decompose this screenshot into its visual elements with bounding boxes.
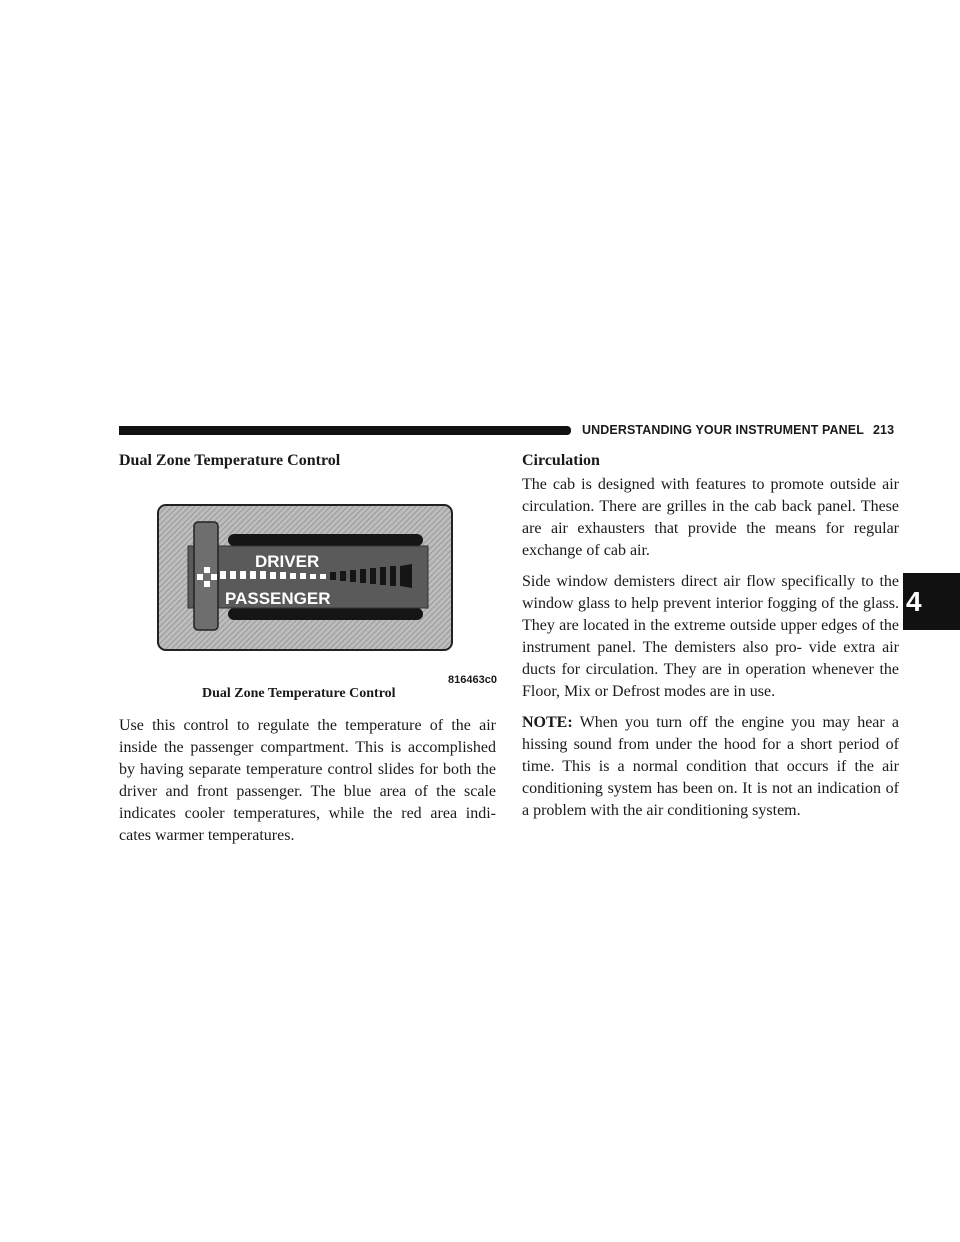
note-paragraph <box>522 712 899 822</box>
circulation-paragraph-2: Side window demisters direct air flow specifically to the window glass to help prevent interior fogging of the glass. They are located in the extreme outside upper edges of the instrument panel. The demisters also pro- vide extra air ducts for circulation. They are in operation whenever the Floor, Mix or Defrost modes are in use. <box>522 573 899 700</box>
running-title: UNDERSTANDING YOUR INSTRUMENT PANEL <box>582 423 864 437</box>
circulation-paragraph-1: The cab is designed with features to promote outside air circulation. There are grilles in the cab back panel. These are air exhausters that provide the means for regular exchange of cab air. <box>522 476 899 559</box>
section-heading-dual-zone: Dual Zone Temperature Control <box>119 452 341 469</box>
chapter-tab <box>903 573 960 630</box>
chapter-number: 4 <box>906 585 922 617</box>
header-rule <box>119 426 571 435</box>
dual-zone-paragraph: Use this control to regulate the temperature of the air inside the passenger compartment. This is accomplished by having separate temperature control slides for both the driver and front passenger. The blue area of the scale indicates cooler temperatures, while the red area indi- cates warmer temperatures. <box>119 717 496 844</box>
figure-code: 816463c0 <box>448 674 497 686</box>
note-text: When you turn off the engine you may hear a hissing sound from under the hood for a short period of time. This is a normal condition that occurs if the air conditioning system has been on. It is not an indication of a problem with the air conditioning system. <box>522 714 899 819</box>
page-number: 213 <box>872 423 895 437</box>
passenger-slot <box>228 608 423 620</box>
left-body <box>119 715 496 847</box>
passenger-label: PASSENGER <box>225 589 331 608</box>
left-column <box>119 449 496 473</box>
dual-zone-figure <box>150 500 500 705</box>
right-column <box>522 449 899 822</box>
section-heading-circulation: Circulation <box>522 452 600 469</box>
driver-slot <box>228 534 423 546</box>
running-header <box>582 423 912 437</box>
note-label: NOTE: <box>522 714 573 731</box>
figure-caption: Dual Zone Temperature Control <box>202 686 396 701</box>
driver-label: DRIVER <box>255 552 320 571</box>
